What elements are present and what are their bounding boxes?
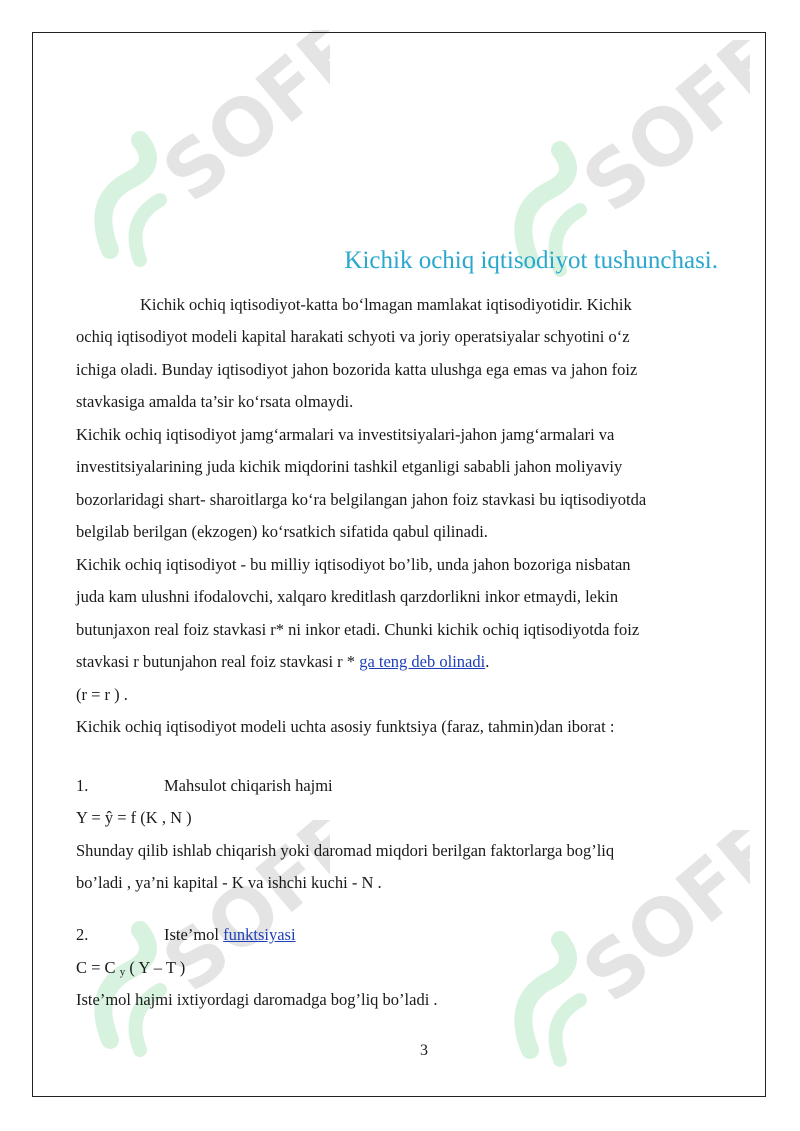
- page-title: Kichik ochiq iqtisodiyot tushunchasi.: [344, 247, 718, 274]
- paragraph-text: .: [485, 652, 490, 671]
- paragraph-line: bozorlaridagi shart- sharoitlarga ko‘ra belgilangan jahon foiz stavkasi bu iqtisodiyotda: [76, 490, 647, 509]
- paragraph-line: juda kam ulushni ifodalovchi, xalqaro kreditlash qarzdorlikni inkor etmaydi, lekin: [76, 587, 619, 606]
- paragraph-line: [76, 646, 726, 679]
- svg-text:SOFF: SOFF: [146, 820, 330, 1011]
- svg-text:SOFF: SOFF: [566, 830, 750, 1021]
- list-item-heading: [76, 919, 726, 952]
- paragraph-line: belgilab berilgan (ekzogen) ko‘rsatkich sifatida qabul qilinadi.: [76, 522, 488, 541]
- formula-r: (r = r ) .: [76, 685, 128, 704]
- inline-link[interactable]: funktsiyasi: [223, 925, 296, 944]
- paragraph-line: stavkasiga amalda ta’sir ko‘rsata olmaydi.: [76, 392, 354, 411]
- svg-text:SOFF: SOFF: [566, 40, 750, 231]
- paragraph-line: Kichik ochiq iqtisodiyot - bu milliy iqtisodiyot bo’lib, unda jahon bozoriga nisbatan: [76, 555, 631, 574]
- list-heading-text: Mahsulot chiqarish hajmi: [164, 776, 333, 795]
- paragraph-line: Kichik ochiq iqtisodiyot jamg‘armalari va investitsiyalari-jahon jamg‘armalari va: [76, 425, 615, 444]
- paragraph-line: Kichik ochiq iqtisodiyot-katta bo‘lmagan mamlakat iqtisodiyotidir. Kichik: [140, 295, 632, 314]
- paragraph-text: stavkasi r butunjahon real foiz stavkasi r *: [76, 652, 360, 671]
- paragraph-line: ochiq iqtisodiyot modeli kapital harakati schyoti va joriy operatsiyalar schyotini o‘z: [76, 327, 630, 346]
- list-number: 1.: [76, 776, 89, 795]
- paragraph-line: investitsiyalarining juda kichik miqdorini tashkil etganligi sababli jahon moliyaviy: [76, 457, 623, 476]
- page-number: 3: [420, 1042, 428, 1059]
- paragraph-line: butunjaxon real foiz stavkasi r* ni inkor etadi. Chunki kichik ochiq iqtisodiyotda foiz: [76, 620, 640, 639]
- paragraph-line: Shunday qilib ishlab chiqarish yoki daromad miqdori berilgan faktorlarga bog’liq: [76, 841, 615, 860]
- paragraph-line: bo’ladi , ya’ni kapital - K va ishchi kuchi - N .: [76, 873, 382, 892]
- paragraph-line: Iste’mol hajmi ixtiyordagi daromadga bog’liq bo’ladi .: [76, 990, 438, 1009]
- formula-text: C = C: [76, 958, 116, 977]
- formula-subscript: y: [119, 966, 126, 978]
- svg-text:SOFF: SOFF: [146, 30, 330, 221]
- formula: Y = ŷ = f (K , N ): [76, 808, 192, 827]
- formula-text: ( Y – T ): [125, 958, 186, 977]
- inline-link[interactable]: ga teng deb olinadi: [359, 652, 486, 671]
- list-item-heading: [76, 770, 726, 803]
- list-heading-text: Iste’mol: [164, 925, 224, 944]
- paragraph-line: ichiga oladi. Bunday iqtisodiyot jahon bozorida katta ulushga ega emas va jahon foiz: [76, 360, 638, 379]
- paragraph-line: Kichik ochiq iqtisodiyot modeli uchta asosiy funktsiya (faraz, tahmin)dan iborat :: [76, 717, 615, 736]
- list-number: 2.: [76, 925, 89, 944]
